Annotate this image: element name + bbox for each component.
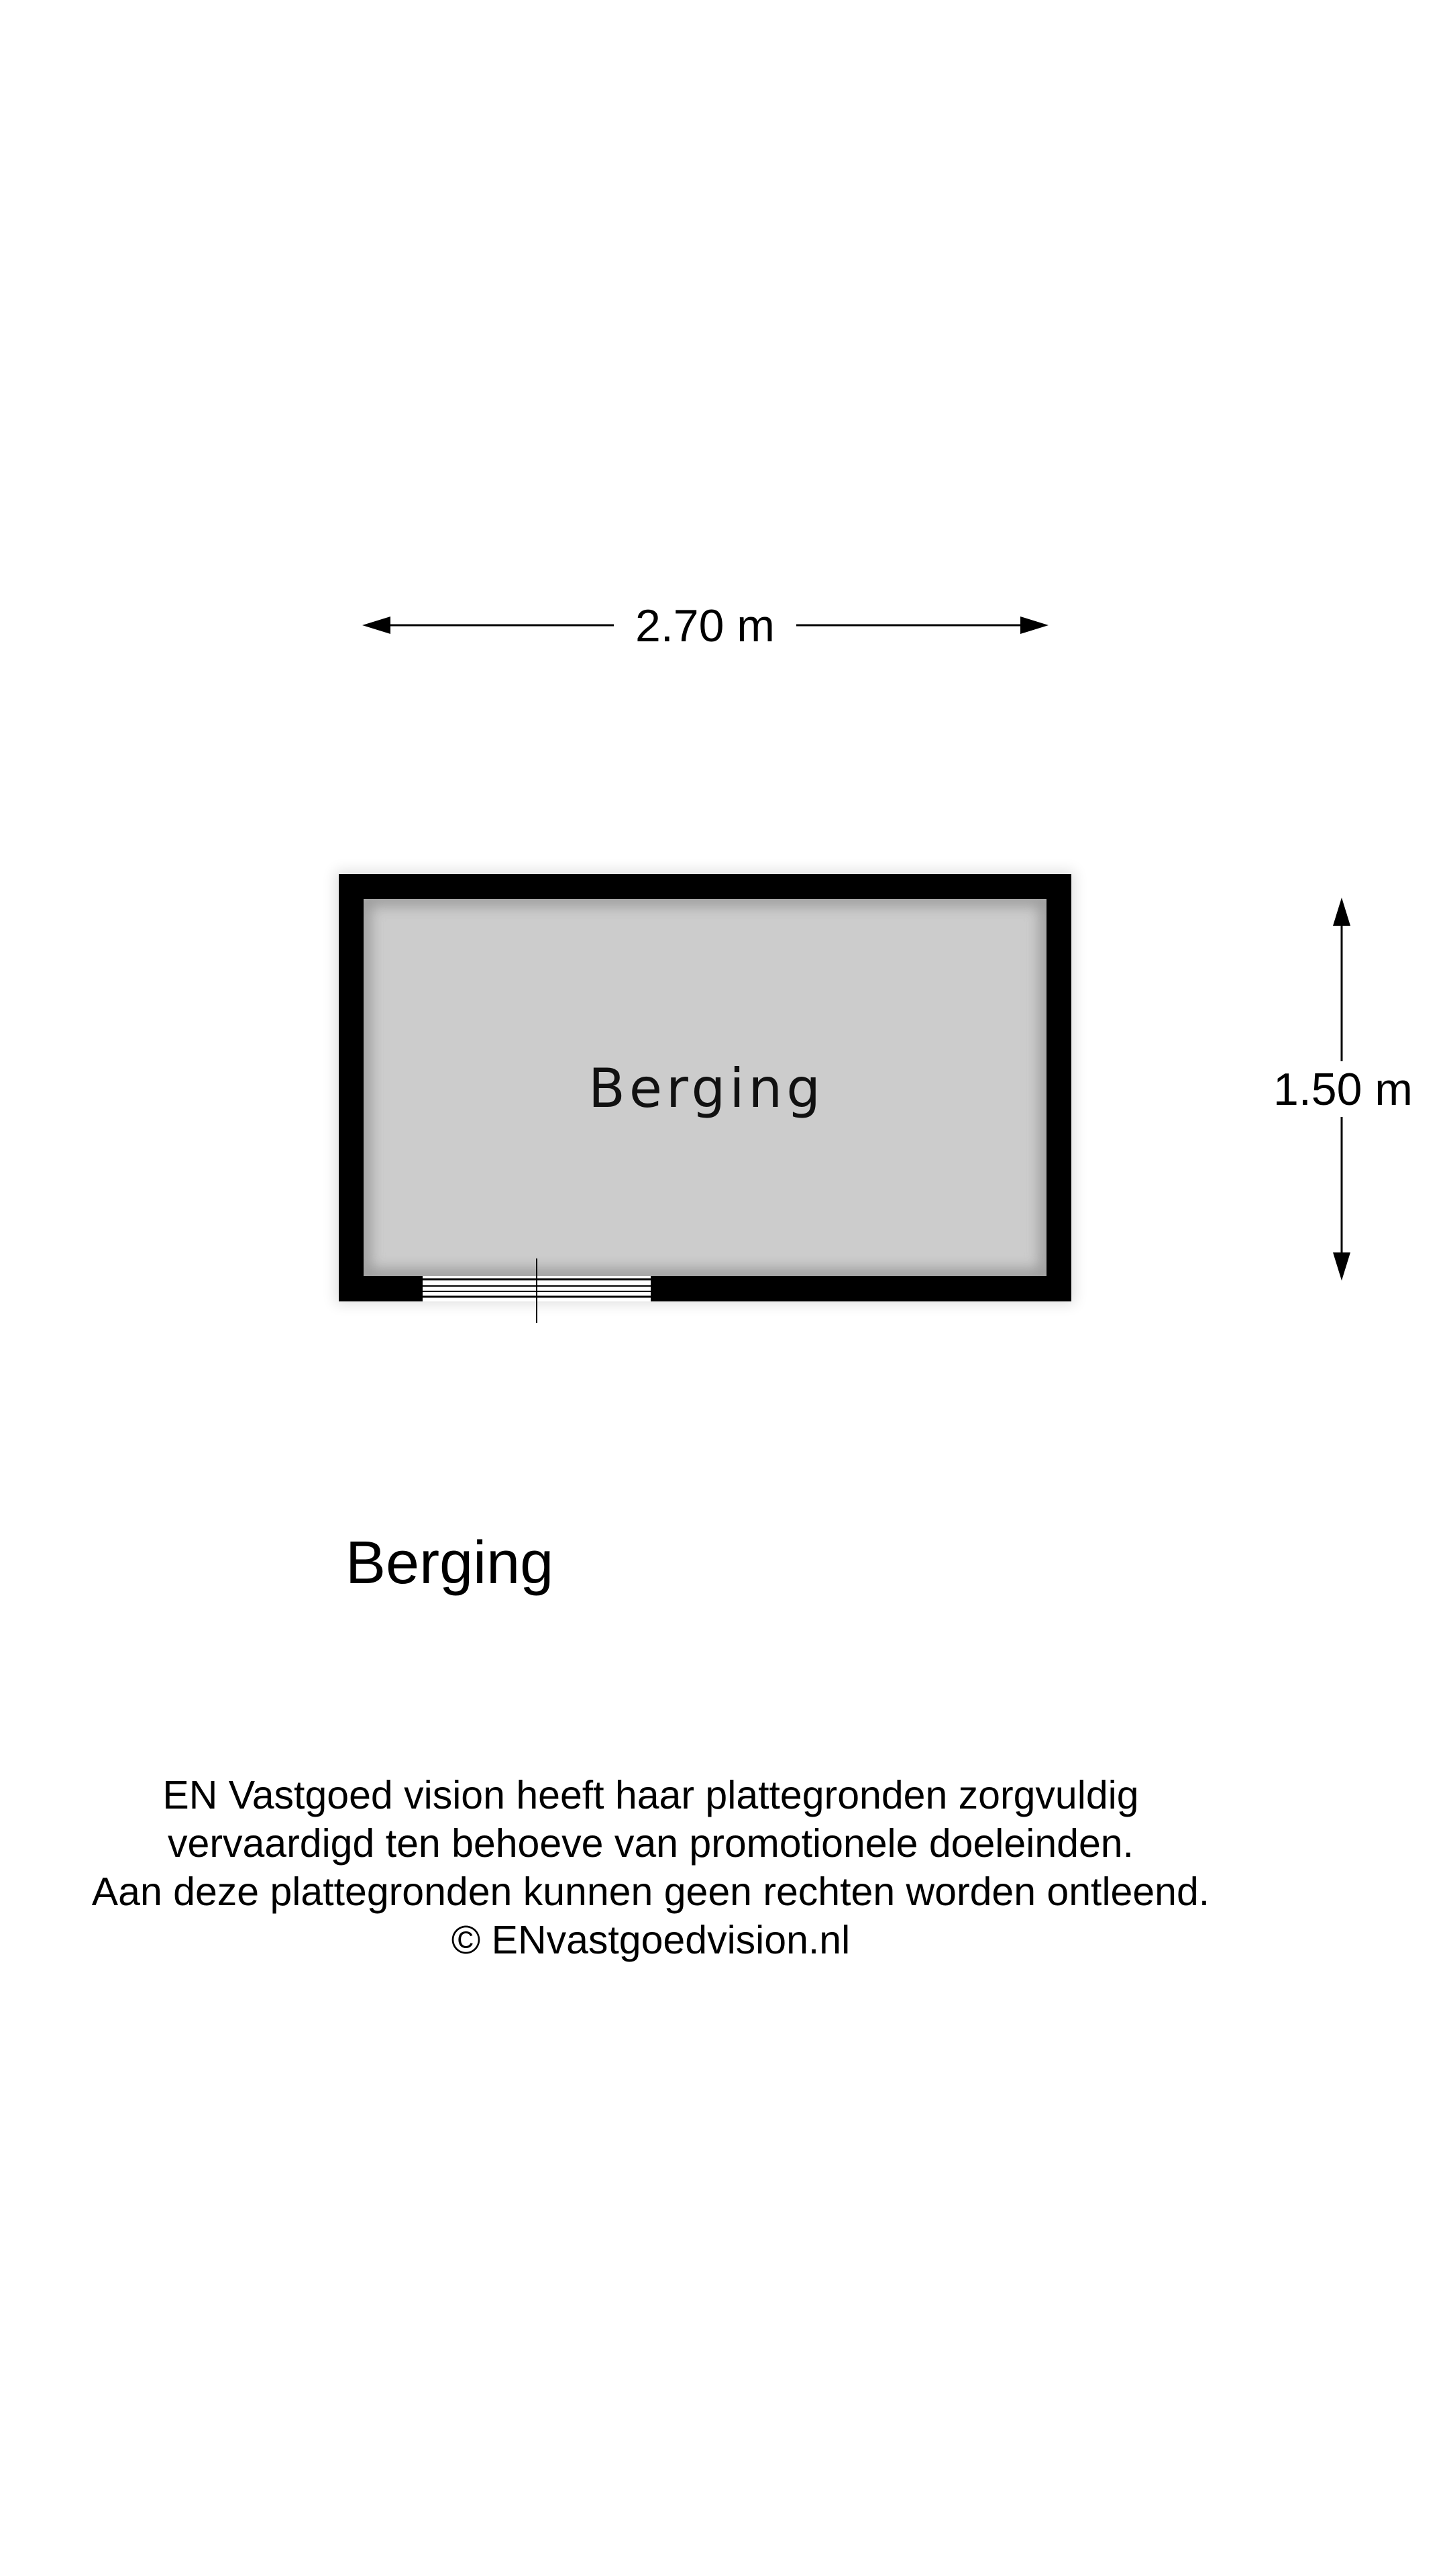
height-dimension — [1273, 898, 1413, 1281]
width-dimension — [362, 600, 1049, 651]
height-arrowhead-bottom — [1333, 1252, 1350, 1281]
height-dimension-label: 1.50 m — [1273, 1064, 1413, 1115]
disclaimer-line: EN Vastgoed vision heeft haar plattegronden zorgvuldig — [162, 1773, 1139, 1817]
width-arrowhead-right — [1020, 616, 1049, 634]
height-arrowhead-top — [1333, 898, 1350, 926]
disclaimer-line: vervaardigd ten behoeve van promotionele doeleinden. — [168, 1821, 1134, 1866]
room-berging — [335, 871, 1075, 1304]
copyright-line: © ENvastgoedvision.nl — [451, 1918, 851, 1962]
disclaimer — [0, 1771, 1301, 1964]
width-dimension-label: 2.70 m — [635, 600, 775, 651]
width-arrowhead-left — [362, 616, 390, 634]
room-label: Berging — [588, 1057, 825, 1120]
disclaimer-line: Aan deze plattegronden kunnen geen rechten worden ontleend. — [91, 1870, 1210, 1914]
floor-title: Berging — [345, 1529, 554, 1597]
